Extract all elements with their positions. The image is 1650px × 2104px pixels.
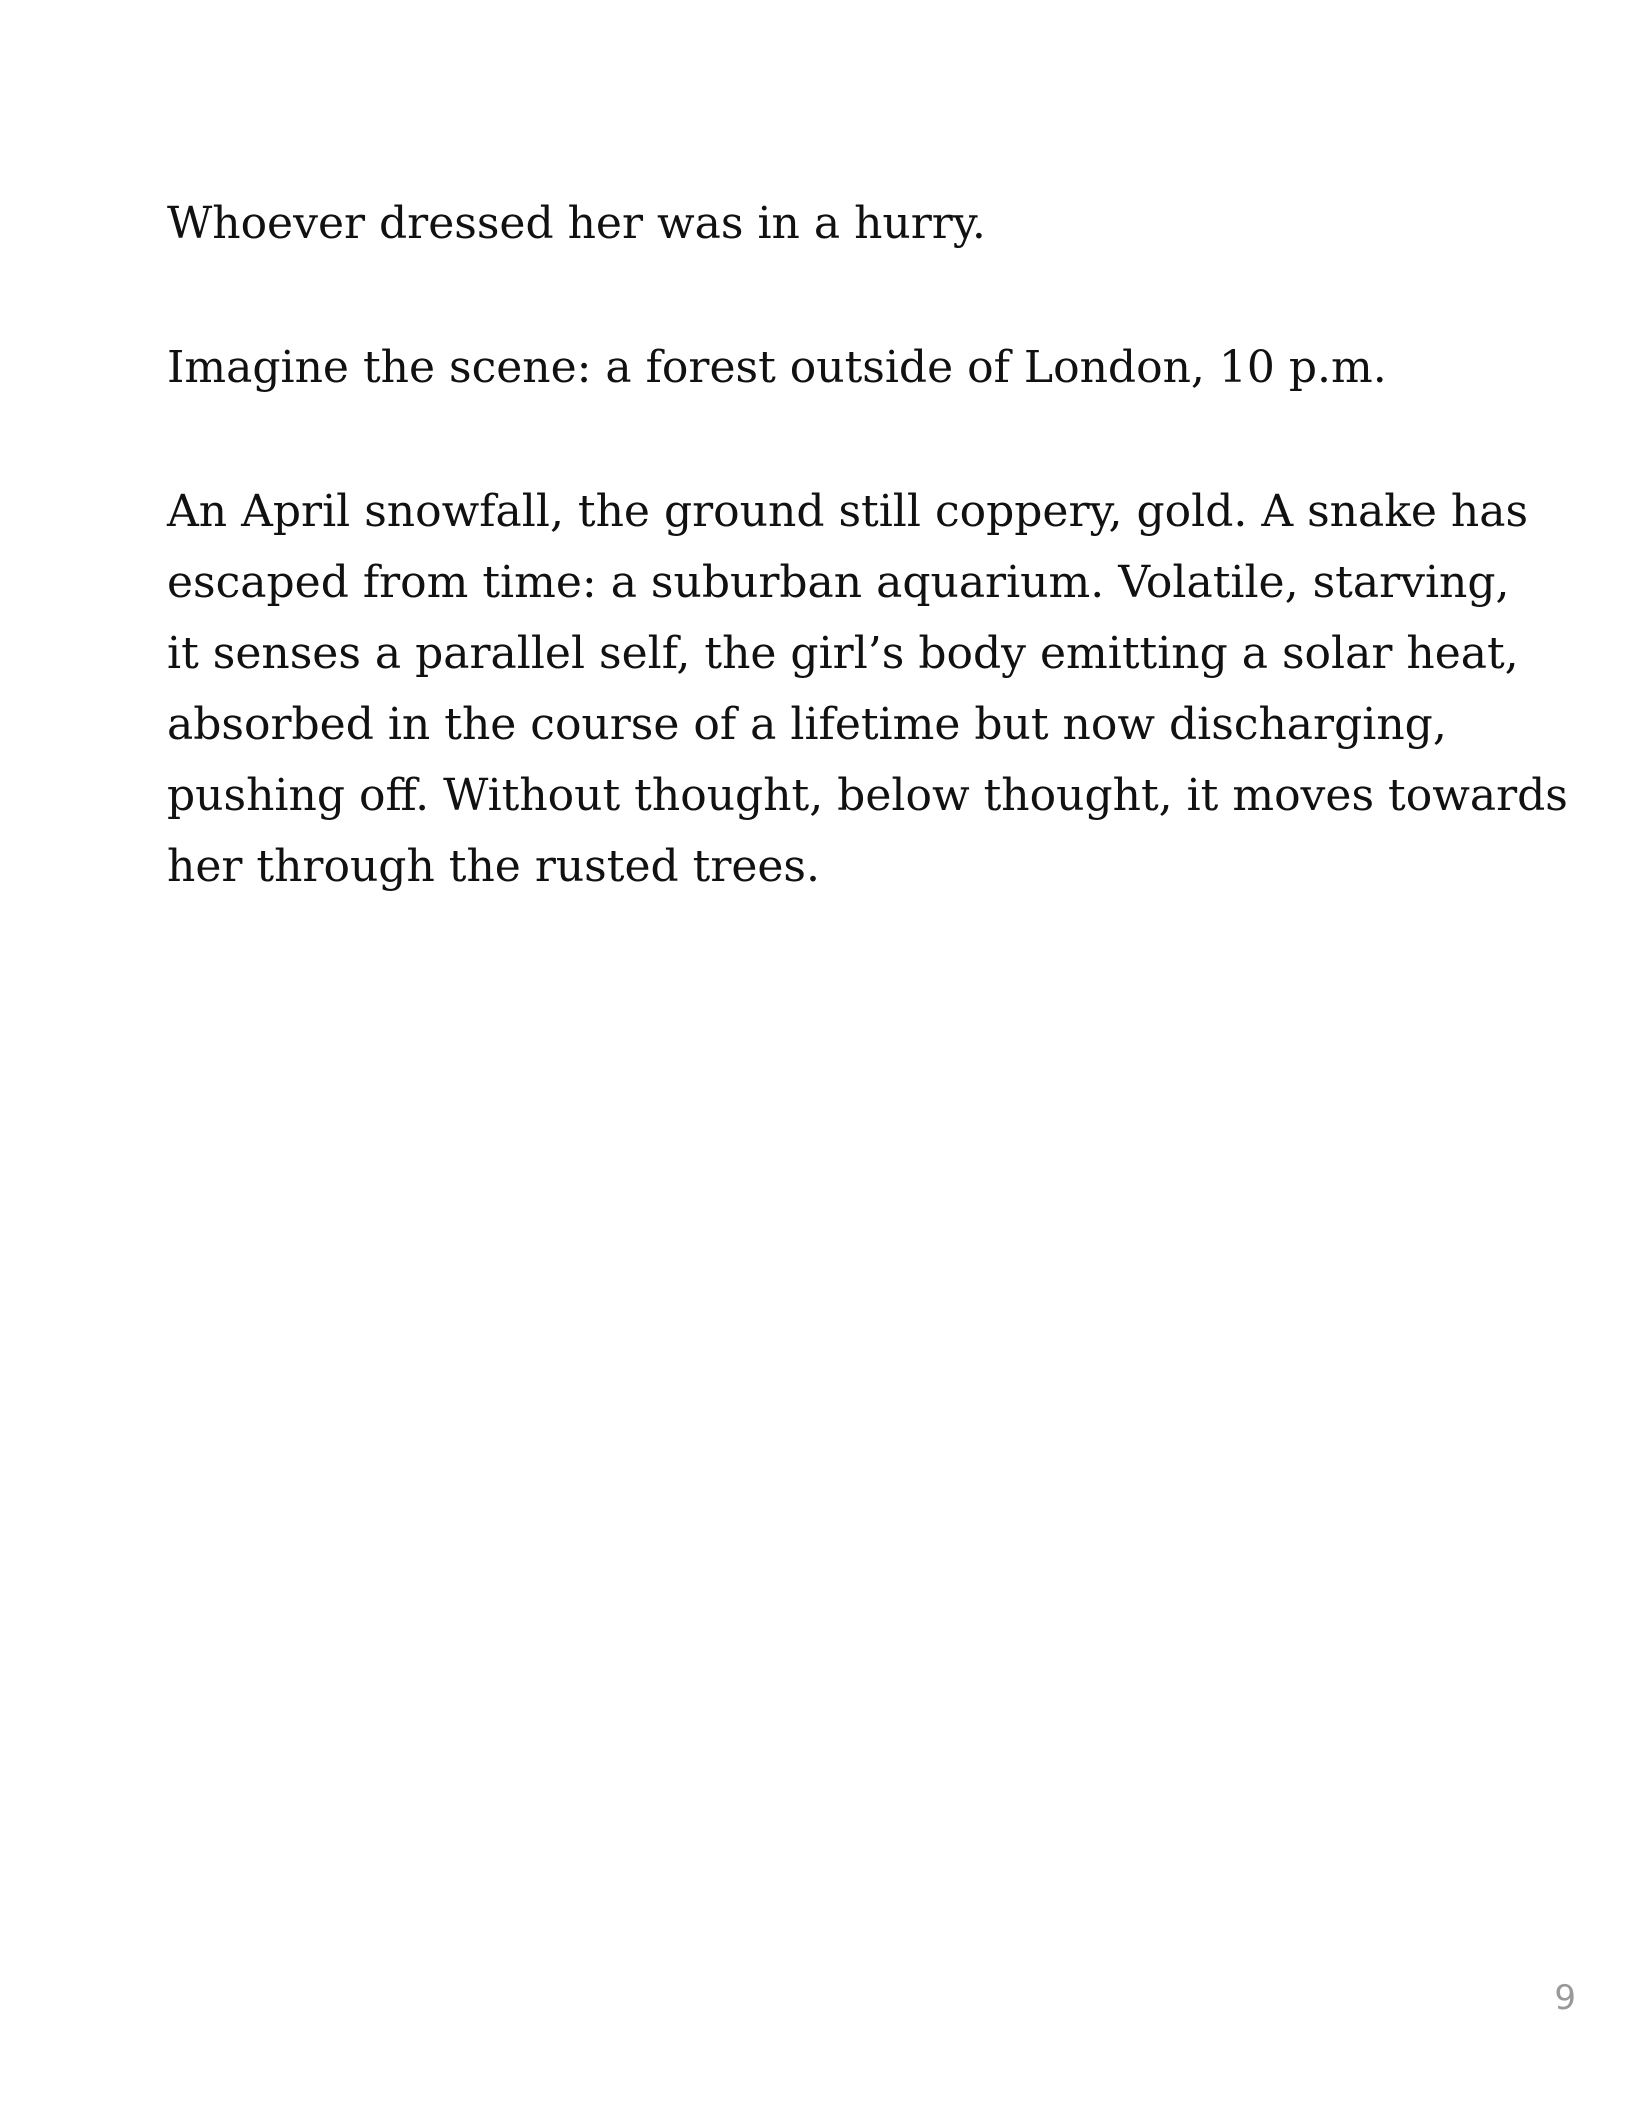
paragraph-gap [167,259,1527,332]
page-number: 9 [1554,1978,1576,2018]
body-text [167,188,1568,902]
paragraph-gap [167,403,1527,476]
paragraph-3-line-5: pushing off. Without thought, below thought, it moves towards [167,770,1568,821]
paragraph-3-line-6: her through the rusted trees. [167,841,820,892]
paragraph-3-line-4: absorbed in the course of a lifetime but now discharging, [167,699,1447,750]
paragraph-3-line-1: An April snowfall, the ground still coppery, gold. A snake has [167,486,1529,537]
paragraph-2-line-1: Imagine the scene: a forest outside of London, 10 p.m. [167,342,1387,393]
paragraph-3-line-2: escaped from time: a suburban aquarium. Volatile, starving, [167,557,1510,608]
paragraph-1-line-1: Whoever dressed her was in a hurry. [167,198,986,249]
paragraph-3-line-3: it senses a parallel self, the girl’s body emitting a solar heat, [167,628,1519,679]
